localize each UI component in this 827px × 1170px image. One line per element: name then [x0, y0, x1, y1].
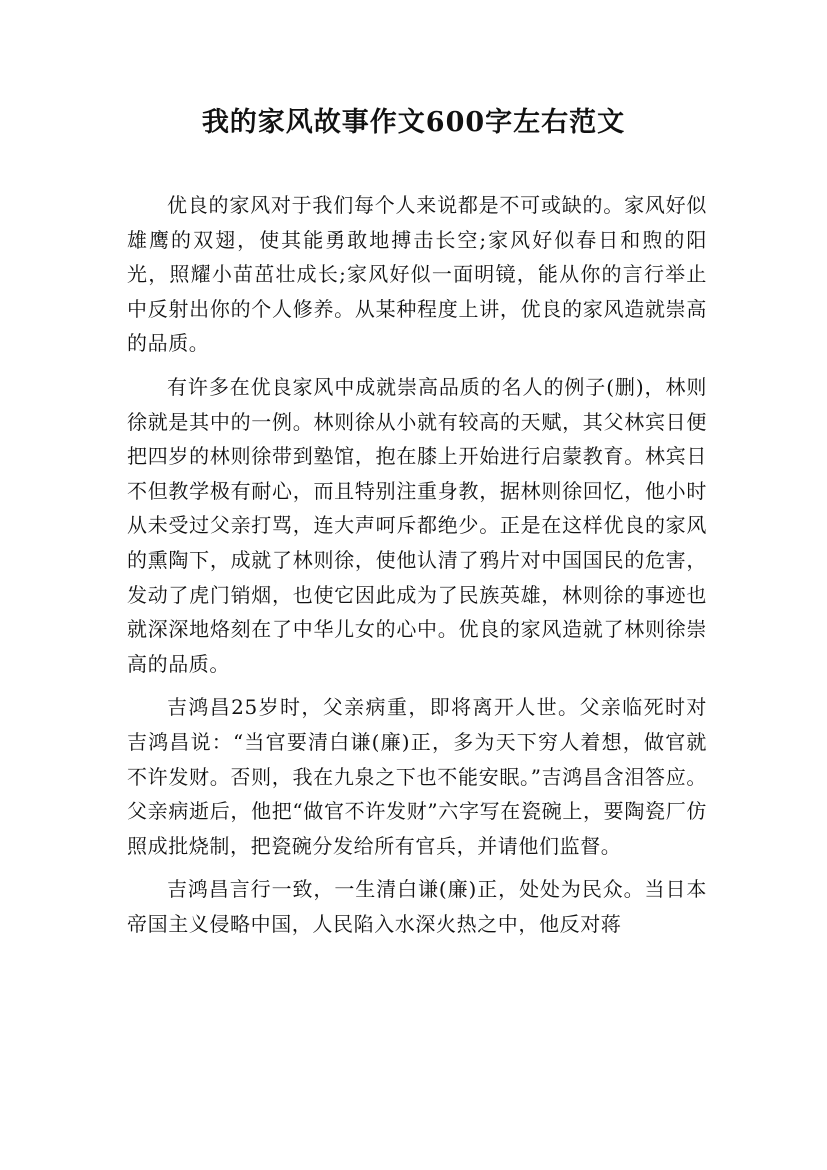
document-body: [127, 188, 707, 950]
paragraph-4: 吉鸿昌言行一致，一生清白谦(廉)正，处处为民众。当日本帝国主义侵略中国，人民陷入水深火热之中，他反对蒋: [127, 877, 707, 936]
paragraph-2: 有许多在优良家风中成就崇高品质的名人的例子(删)，林则徐就是其中的一例。林则徐从小就有较高的天赋，其父林宾日便把四岁的林则徐带到塾馆，抱在膝上开始进行启蒙教育。林宾日不但教学极有耐心，而且特别注重身教，据林则徐回忆，他小时从未受过父亲打骂，连大声呵斥都绝少。正是在这样优良的家风的熏陶下，成就了林则徐，使他认清了鸦片对中国国民的危害，发动了虎门销烟，也使它因此成为了民族英雄，林则徐的事迹也就深深地烙刻在了中华儿女的心中。优良的家风造就了林则徐崇高的品质。: [127, 374, 707, 676]
paragraph-1: 优良的家风对于我们每个人来说都是不可或缺的。家风好似雄鹰的双翅，使其能勇敢地搏击长空;家风好似春日和煦的阳光，照耀小苗茁壮成长;家风好似一面明镜，能从你的言行举止中反射出你的个人修养。从某种程度上讲，优良的家风造就崇高的品质。: [127, 193, 707, 356]
document-title: 我的家风故事作文600字左右范文: [201, 107, 626, 138]
paragraph-3: 吉鸿昌25岁时，父亲病重，即将离开人世。父亲临死时对吉鸿昌说：“当官要清白谦(廉)正，多为天下穷人着想，做官就不许发财。否则，我在九泉之下也不能安眠。”吉鸿昌含泪答应。父亲病逝后，他把“做官不许发财”六字写在瓷碗上，要陶瓷厂仿照成批烧制，把瓷碗分发给所有官兵，并请他们监督。: [127, 695, 707, 858]
